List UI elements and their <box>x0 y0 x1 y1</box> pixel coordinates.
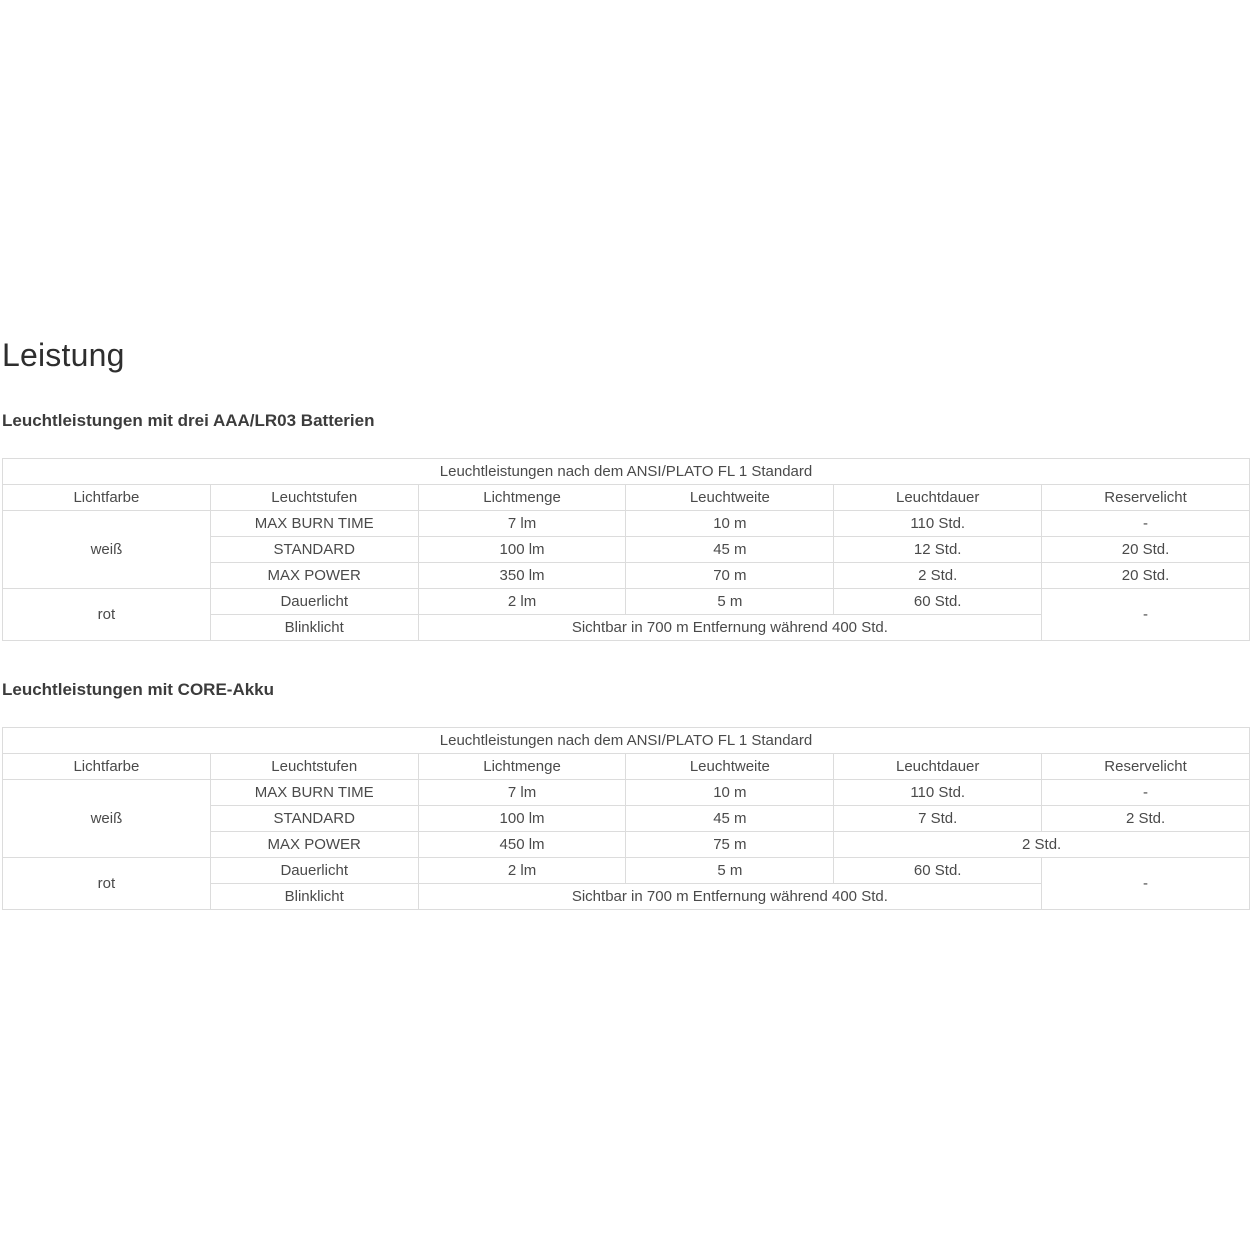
cell-duration: 12 Std. <box>834 537 1042 563</box>
col-header-leuchtdauer: Leuchtdauer <box>834 754 1042 780</box>
cell-mode: Blinklicht <box>210 615 418 641</box>
cell-mode: Blinklicht <box>210 884 418 910</box>
cell-duration: 2 Std. <box>834 563 1042 589</box>
cell-lumens: 7 lm <box>418 511 626 537</box>
col-header-lichtmenge: Lichtmenge <box>418 754 626 780</box>
cell-distance: 5 m <box>626 589 834 615</box>
col-header-reservelicht: Reservelicht <box>1042 485 1250 511</box>
cell-distance: 45 m <box>626 537 834 563</box>
section-heading-aaa-batteries: Leuchtleistungen mit drei AAA/LR03 Batterien <box>2 411 375 430</box>
cell-duration: 2 Std. <box>834 832 1250 858</box>
col-header-leuchtweite: Leuchtweite <box>626 485 834 511</box>
cell-distance: 75 m <box>626 832 834 858</box>
col-header-leuchtweite: Leuchtweite <box>626 754 834 780</box>
cell-mode: MAX POWER <box>210 563 418 589</box>
table-row <box>3 728 1250 754</box>
cell-lumens: 100 lm <box>418 537 626 563</box>
cell-duration: 60 Std. <box>834 858 1042 884</box>
cell-reserve: - <box>1042 858 1250 910</box>
table-row <box>3 459 1250 485</box>
cell-distance: 70 m <box>626 563 834 589</box>
cell-lightcolor-red: rot <box>3 858 211 910</box>
cell-lightcolor-white: weiß <box>3 780 211 858</box>
col-header-leuchtdauer: Leuchtdauer <box>834 485 1042 511</box>
col-header-reservelicht: Reservelicht <box>1042 754 1250 780</box>
cell-lightcolor-white: weiß <box>3 511 211 589</box>
cell-lumens: 2 lm <box>418 858 626 884</box>
table-title: Leuchtleistungen nach dem ANSI/PLATO FL 1 Standard <box>3 728 1250 754</box>
table-row <box>3 511 1250 537</box>
cell-lumens: 350 lm <box>418 563 626 589</box>
table-row <box>3 589 1250 615</box>
cell-duration: 110 Std. <box>834 780 1042 806</box>
col-header-lichtfarbe: Lichtfarbe <box>3 485 211 511</box>
table-row <box>3 485 1250 511</box>
col-header-leuchtstufen: Leuchtstufen <box>210 485 418 511</box>
cell-mode: STANDARD <box>210 806 418 832</box>
cell-duration: 7 Std. <box>834 806 1042 832</box>
table-row <box>3 754 1250 780</box>
cell-duration: 110 Std. <box>834 511 1042 537</box>
cell-reserve: 20 Std. <box>1042 537 1250 563</box>
cell-reserve: 2 Std. <box>1042 806 1250 832</box>
cell-distance: 45 m <box>626 806 834 832</box>
cell-mode: Dauerlicht <box>210 858 418 884</box>
cell-distance: 5 m <box>626 858 834 884</box>
section-heading-core-akku: Leuchtleistungen mit CORE-Akku <box>2 680 275 699</box>
cell-reserve: - <box>1042 589 1250 641</box>
cell-visibility: Sichtbar in 700 m Entfernung während 400 Std. <box>418 615 1041 641</box>
cell-distance: 10 m <box>626 511 834 537</box>
table-row <box>3 780 1250 806</box>
cell-reserve: - <box>1042 511 1250 537</box>
table-row <box>3 858 1250 884</box>
col-header-leuchtstufen: Leuchtstufen <box>210 754 418 780</box>
spec-table-core-akku <box>2 727 1250 910</box>
cell-duration: 60 Std. <box>834 589 1042 615</box>
cell-reserve: - <box>1042 780 1250 806</box>
page-title: Leistung <box>2 337 125 373</box>
cell-mode: MAX BURN TIME <box>210 780 418 806</box>
cell-mode: MAX POWER <box>210 832 418 858</box>
table-title: Leuchtleistungen nach dem ANSI/PLATO FL 1 Standard <box>3 459 1250 485</box>
cell-mode: STANDARD <box>210 537 418 563</box>
cell-lumens: 7 lm <box>418 780 626 806</box>
cell-lumens: 2 lm <box>418 589 626 615</box>
spec-table-aaa-batteries <box>2 458 1250 641</box>
cell-distance: 10 m <box>626 780 834 806</box>
cell-lumens: 100 lm <box>418 806 626 832</box>
col-header-lichtfarbe: Lichtfarbe <box>3 754 211 780</box>
cell-lumens: 450 lm <box>418 832 626 858</box>
cell-reserve: 20 Std. <box>1042 563 1250 589</box>
col-header-lichtmenge: Lichtmenge <box>418 485 626 511</box>
cell-mode: MAX BURN TIME <box>210 511 418 537</box>
cell-mode: Dauerlicht <box>210 589 418 615</box>
cell-lightcolor-red: rot <box>3 589 211 641</box>
cell-visibility: Sichtbar in 700 m Entfernung während 400 Std. <box>418 884 1041 910</box>
